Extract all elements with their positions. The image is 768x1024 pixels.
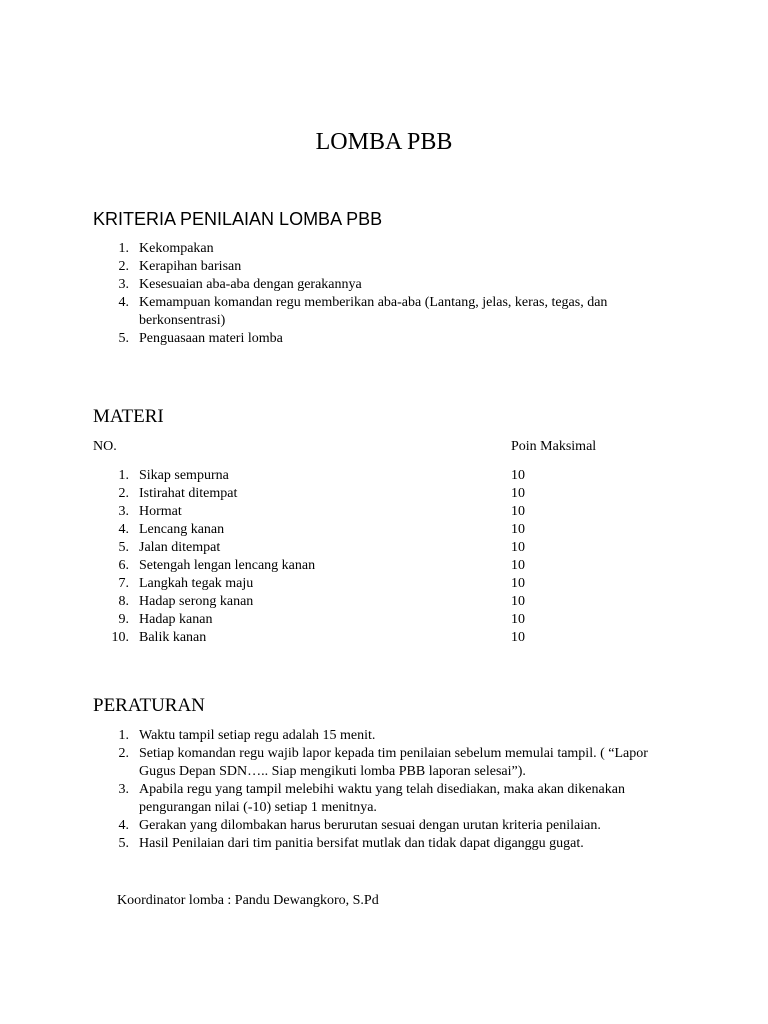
- list-item: [93, 745, 683, 781]
- row-number: 6.: [118, 558, 129, 573]
- row-name: Lencang kanan: [139, 522, 225, 537]
- table-row: [93, 539, 653, 557]
- list-item: [93, 781, 683, 817]
- row-number: 2.: [118, 486, 129, 501]
- table-row: [93, 467, 653, 485]
- row-number: 3.: [118, 504, 129, 519]
- row-name: Langkah tegak maju: [139, 576, 254, 591]
- column-header-no: NO.: [93, 439, 117, 454]
- row-poin: 10: [511, 522, 525, 537]
- row-name: Sikap sempurna: [139, 468, 229, 483]
- list-item-number: 5.: [118, 836, 129, 851]
- list-item-number: 2.: [118, 259, 129, 274]
- list-item-text: Waktu tampil setiap regu adalah 15 menit.: [139, 728, 376, 743]
- list-item-text: Kemampuan komandan regu memberikan aba-aba (Lantang, jelas, keras, tegas, dan berkonsentrasi): [139, 295, 608, 328]
- list-item-number: 3.: [118, 782, 129, 797]
- table-row: [93, 611, 653, 629]
- row-number: 10.: [111, 630, 129, 645]
- list-item: [93, 276, 683, 294]
- column-header-poin: Poin Maksimal: [511, 439, 597, 454]
- table-row: [93, 485, 653, 503]
- list-item-text: Setiap komandan regu wajib lapor kepada tim penilaian sebelum memulai tampil. ( “Lapor Gugus Depan SDN….. Siap mengikuti lomba PBB laporan selesai”).: [139, 746, 648, 779]
- row-number: 5.: [118, 540, 129, 555]
- list-item: [93, 835, 683, 853]
- row-name: Istirahat ditempat: [139, 486, 238, 501]
- list-item-number: 4.: [118, 818, 129, 833]
- list-item-number: 5.: [118, 331, 129, 346]
- row-poin: 10: [511, 576, 525, 591]
- table-row: [93, 593, 653, 611]
- list-item: [93, 258, 683, 276]
- row-name: Balik kanan: [139, 630, 207, 645]
- list-item-number: 2.: [118, 746, 129, 761]
- kriteria-list: [93, 240, 683, 348]
- list-item-text: Kekompakan: [139, 241, 214, 256]
- row-number: 7.: [118, 576, 129, 591]
- row-number: 1.: [118, 468, 129, 483]
- row-poin: 10: [511, 630, 525, 645]
- row-poin: 10: [511, 558, 525, 573]
- peraturan-heading: PERATURAN: [93, 695, 205, 716]
- list-item-number: 1.: [118, 728, 129, 743]
- peraturan-list: [93, 727, 683, 853]
- row-name: Hormat: [139, 504, 182, 519]
- row-poin: 10: [511, 504, 525, 519]
- list-item: [93, 817, 683, 835]
- list-item-number: 4.: [118, 295, 129, 310]
- list-item-text: Apabila regu yang tampil melebihi waktu yang telah disediakan, maka akan dikenakan pengurangan nilai (-10) setiap 1 menitnya.: [139, 782, 625, 815]
- list-item-text: Penguasaan materi lomba: [139, 331, 283, 346]
- page-title: LOMBA PBB: [315, 129, 453, 155]
- kriteria-heading: KRITERIA PENILAIAN LOMBA PBB: [93, 209, 383, 229]
- materi-heading: MATERI: [93, 406, 164, 427]
- table-row: [93, 557, 653, 575]
- row-poin: 10: [511, 612, 525, 627]
- row-number: 8.: [118, 594, 129, 609]
- list-item-number: 3.: [118, 277, 129, 292]
- list-item-text: Gerakan yang dilombakan harus berurutan sesuai dengan urutan kriteria penilaian.: [139, 818, 601, 833]
- row-poin: 10: [511, 540, 525, 555]
- materi-table: [93, 467, 653, 647]
- row-poin: 10: [511, 468, 525, 483]
- list-item-text: Kesesuaian aba-aba dengan gerakannya: [139, 277, 362, 292]
- list-item-text: Kerapihan barisan: [139, 259, 242, 274]
- row-name: Jalan ditempat: [139, 540, 221, 555]
- koordinator-text: Koordinator lomba : Pandu Dewangkoro, S.Pd: [117, 893, 379, 908]
- table-row: [93, 575, 653, 593]
- table-row: [93, 629, 653, 647]
- list-item: [93, 294, 683, 330]
- row-name: Hadap serong kanan: [139, 594, 254, 609]
- row-number: 9.: [118, 612, 129, 627]
- list-item-text: Hasil Penilaian dari tim panitia bersifat mutlak dan tidak dapat diganggu gugat.: [139, 836, 584, 851]
- row-number: 4.: [118, 522, 129, 537]
- table-row: [93, 503, 653, 521]
- row-name: Hadap kanan: [139, 612, 213, 627]
- table-row: [93, 521, 653, 539]
- row-poin: 10: [511, 594, 525, 609]
- row-name: Setengah lengan lencang kanan: [139, 558, 316, 573]
- list-item: [93, 330, 683, 348]
- list-item: [93, 240, 683, 258]
- row-poin: 10: [511, 486, 525, 501]
- list-item: [93, 727, 683, 745]
- list-item-number: 1.: [118, 241, 129, 256]
